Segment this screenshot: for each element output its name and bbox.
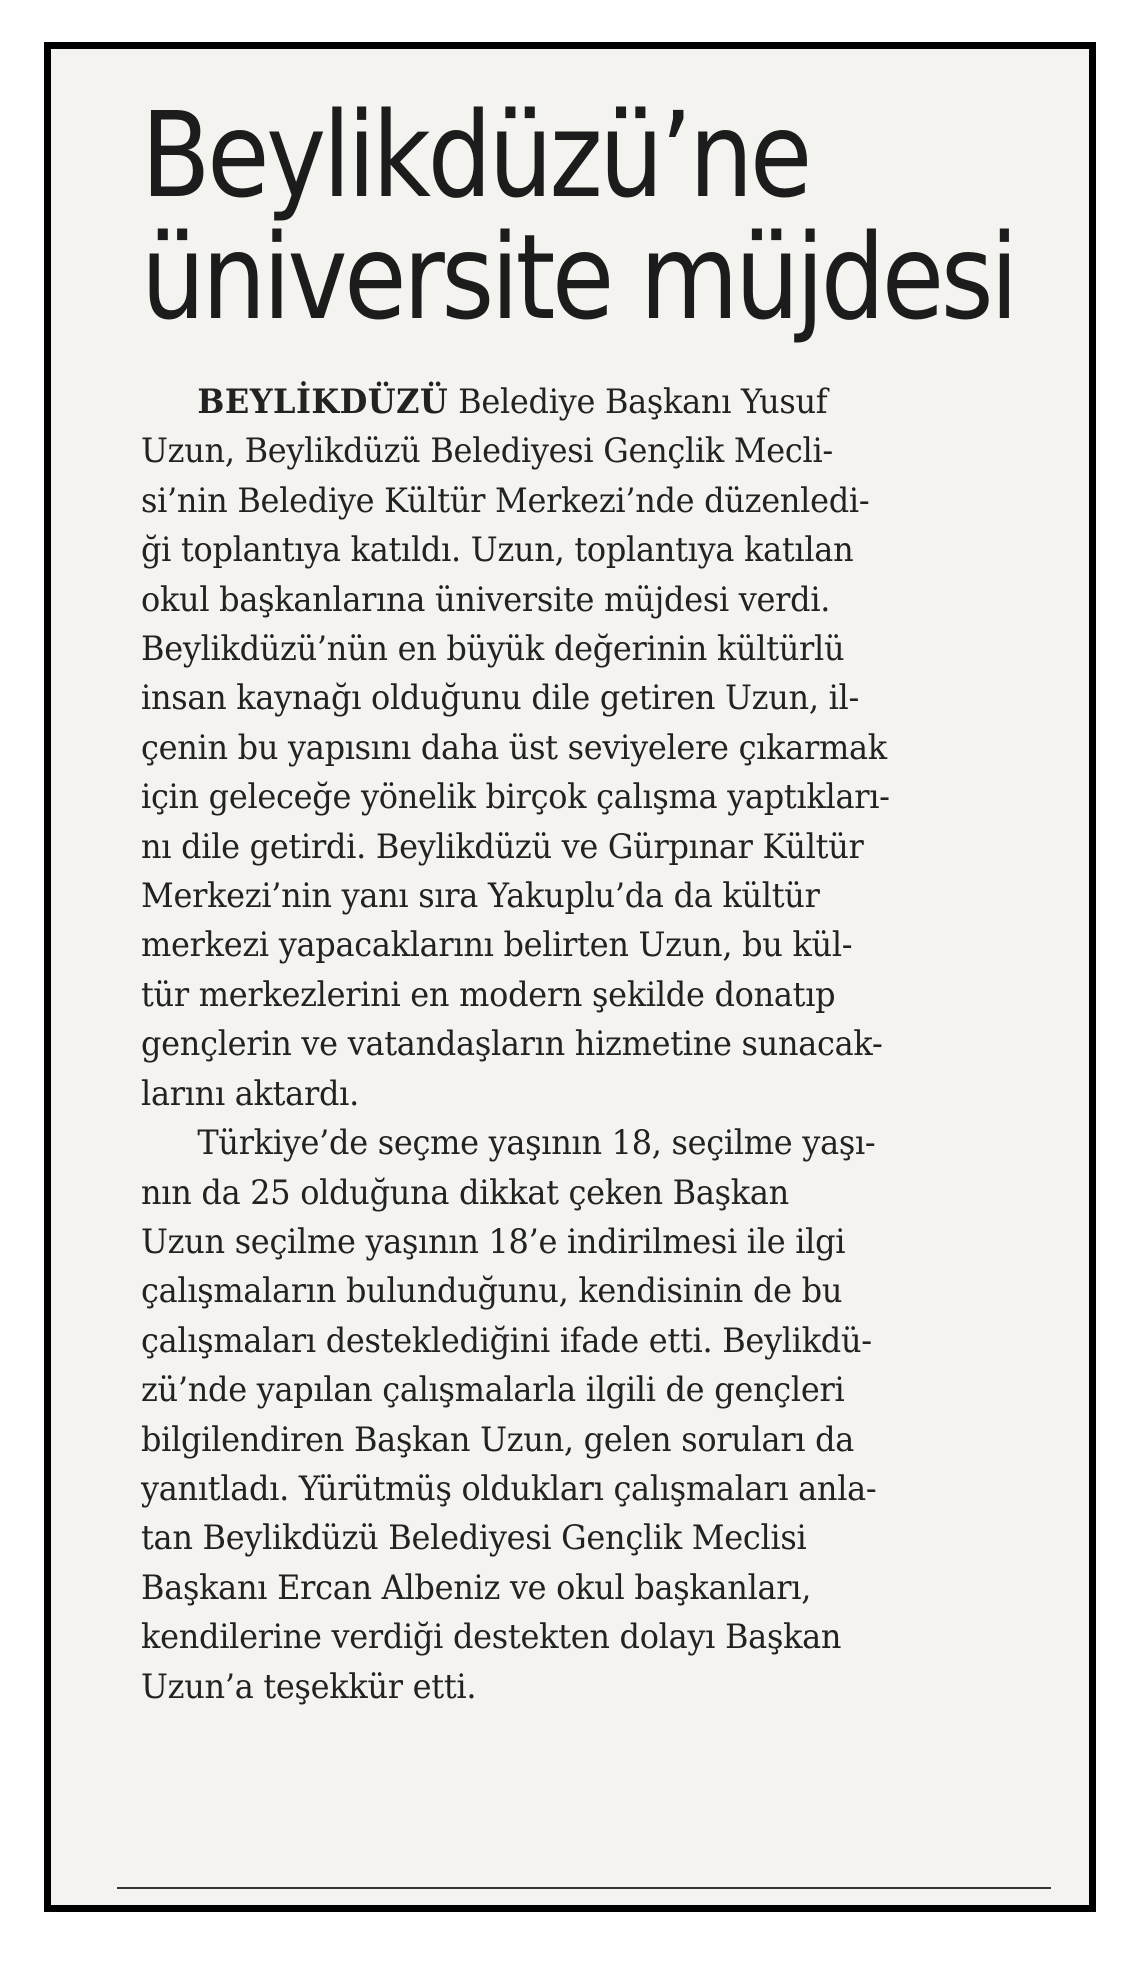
article-line: çalışmaların bulunduğunu, kendisinin de bu xyxy=(141,1271,843,1312)
article-line: bilgilendiren Başkan Uzun, gelen soruları da xyxy=(141,1419,855,1460)
article-line: larını aktardı. xyxy=(141,1073,359,1114)
article-line: Türkiye’de seçme yaşının 18, seçilme yaşı- xyxy=(197,1123,876,1164)
article-line: si’nin Belediye Kültür Merkezi’nde düzenledi- xyxy=(141,480,870,521)
headline-line-1: Beylikdüzü’ne xyxy=(141,86,809,224)
article-line: Beylikdüzü’nün en büyük değerinin kültürlü xyxy=(141,629,845,670)
article-body xyxy=(141,378,1061,1712)
article-line: kendilerine verdiği destekten dolayı Başkan xyxy=(141,1617,842,1658)
article-line: çalışmaları desteklediğini ifade etti. Beylikdü- xyxy=(141,1320,872,1361)
article-line: okul başkanlarına üniversite müjdesi verdi. xyxy=(141,579,831,620)
article-line: nı dile getirdi. Beylikdüzü ve Gürpınar Kültür xyxy=(141,826,864,867)
article-line: zü’nde yapılan çalışmalarla ilgili de gençleri xyxy=(141,1370,845,1411)
article-line: gençlerin ve vatandaşların hizmetine sunacak- xyxy=(141,1024,883,1065)
bottom-rule xyxy=(117,1887,1051,1889)
article-line: tan Beylikdüzü Belediyesi Gençlik Meclisi xyxy=(141,1518,807,1559)
newspaper-clipping xyxy=(141,86,1061,1712)
headline xyxy=(141,86,1015,346)
article-line: yanıtladı. Yürütmüş oldukları çalışmaları anla- xyxy=(141,1468,877,1509)
article-line: insan kaynağı olduğunu dile getiren Uzun, il- xyxy=(141,678,859,719)
article-line: nın da 25 olduğuna dikkat çeken Başkan xyxy=(141,1172,789,1213)
article-line: merkezi yapacaklarını belirten Uzun, bu kül- xyxy=(141,925,853,966)
article-line: ği toplantıya katıldı. Uzun, toplantıya katılan xyxy=(141,530,854,571)
article-lead: BEYLİKDÜZÜ xyxy=(197,382,449,422)
clipping-frame xyxy=(44,42,1096,1912)
article-line: Uzun seçilme yaşının 18’e indirilmesi ile ilgi xyxy=(141,1221,846,1262)
article-line: için geleceğe yönelik birçok çalışma yaptıkları- xyxy=(141,777,890,818)
article-line: Uzun’a teşekkür etti. xyxy=(141,1666,477,1707)
article-line: çenin bu yapısını daha üst seviyelere çıkarmak xyxy=(141,727,887,768)
article-line: Uzun, Beylikdüzü Belediyesi Gençlik Mecli- xyxy=(141,431,833,472)
article-line xyxy=(141,378,1006,427)
article-line: Merkezi’nin yanı sıra Yakuplu’da da kültür xyxy=(141,876,820,917)
article-line-text: Belediye Başkanı Yusuf xyxy=(448,382,828,422)
headline-line-2: üniversite müjdesi xyxy=(141,208,1015,346)
article-line: Başkanı Ercan Albeniz ve okul başkanları, xyxy=(141,1567,812,1608)
article-line: tür merkezlerini en modern şekilde donatıp xyxy=(141,974,836,1015)
